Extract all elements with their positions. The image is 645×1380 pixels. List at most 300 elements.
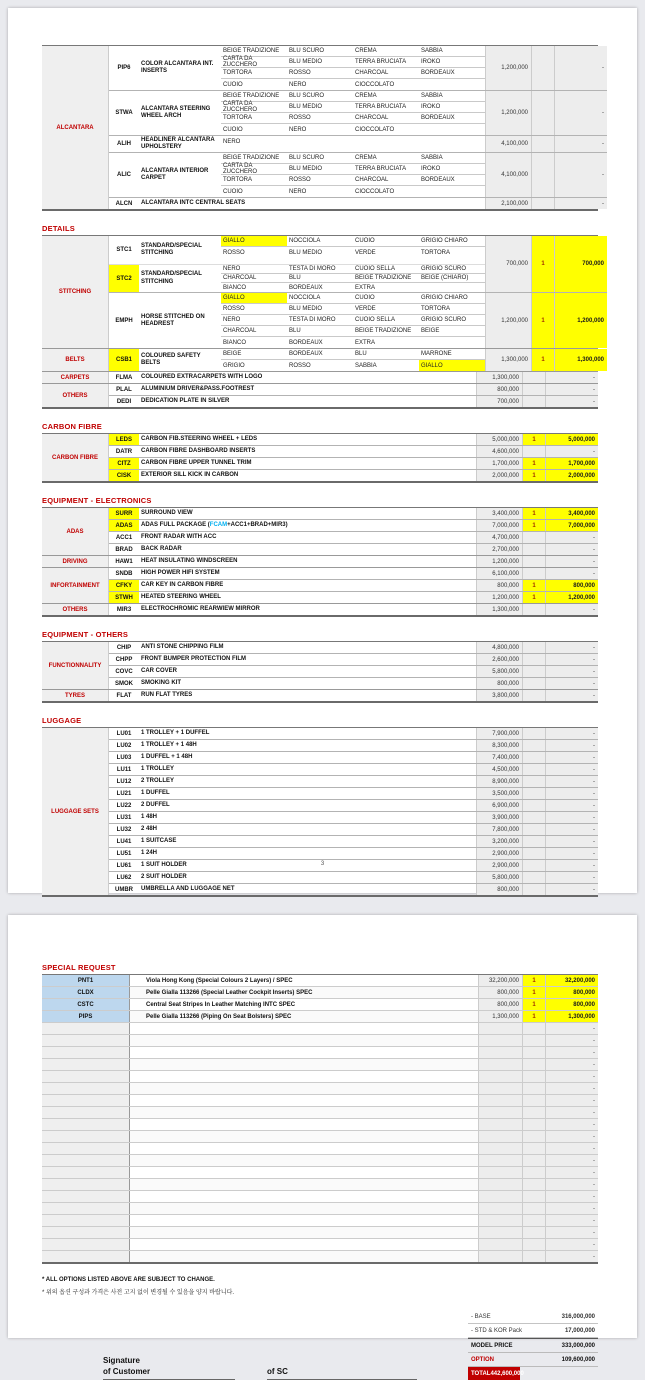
price-cell: 4,500,000 [476,764,522,775]
total-cell: - [546,1179,598,1190]
color-option: BLU SCURO [287,153,353,164]
option-desc: RUN FLAT TYRES [141,692,193,699]
color-option: TESTA DI MORO [287,265,353,274]
price-cell: 8,300,000 [476,740,522,751]
qty-cell [522,1131,546,1142]
option-block [109,654,598,666]
color-option: NERO [221,315,287,326]
total-cell: - [546,1203,598,1214]
option-desc: FRONT RADAR WITH ACC [141,534,217,541]
option-row [109,678,476,689]
qty-cell: 1 [522,458,546,469]
qty-cell [522,848,546,859]
option-row [109,812,476,823]
price-cell: 800,000 [478,987,522,998]
group-label: CARBON FIBRE [42,434,109,481]
qty-cell [522,800,546,811]
empty-desc-cell [130,1119,478,1130]
option-block [109,46,607,91]
color-option: TORTORA [221,113,287,124]
color-option: BLU SCURO [287,91,353,102]
color-option: BORDEAUX [289,339,323,346]
options-table [42,433,598,483]
empty-option-row [42,1179,598,1191]
total-cell: - [546,728,598,739]
qty-cell [522,1167,546,1178]
option-row [109,396,476,407]
empty-desc-cell [130,1167,478,1178]
option-row [109,91,485,135]
qty-cell [522,1035,546,1046]
empty-option-row [42,1143,598,1155]
price-cell: 800,000 [476,678,522,689]
option-row [109,690,476,701]
color-option: BORDEAUX [287,349,353,360]
option-code: ADAS [109,520,139,531]
empty-desc-cell [130,1143,478,1154]
option-row [109,836,476,847]
option-code: CSTC [42,999,130,1010]
option-group [42,349,604,372]
option-desc: COLOURED EXTRACARPETS WITH LOGO [141,374,263,381]
option-code: LU11 [116,766,132,773]
page-1-content [8,8,604,897]
option-desc: CAR COVER [141,668,178,675]
option-code: EMPH [115,317,133,324]
price-cell: 3,200,000 [476,836,522,847]
empty-desc-cell [130,1191,478,1202]
empty-option-row [42,1047,598,1059]
option-row [109,198,485,209]
price-cell [478,1251,522,1262]
option-code: DEDI [116,398,132,405]
color-row [221,349,485,360]
totals-value: 109,600,000 [561,1356,595,1363]
qty-cell [522,728,546,739]
option-code: DATR [115,448,133,455]
empty-desc-cell [130,1059,478,1070]
page-number: 3 [320,861,325,867]
color-option: SABBIA [419,91,485,102]
group-label: DRIVING [42,556,109,567]
qty-cell [522,568,546,579]
color-option: CARTA DA ZUCCHERO [221,102,287,113]
option-code: CSB1 [109,349,139,371]
option-desc: ELECTROCHROMIC REARWIEW MIRROR [141,606,260,613]
color-option: ROSSO [221,304,287,315]
section-title: LUGGAGE [42,716,82,726]
option-block [109,642,598,654]
qty-cell: 1 [522,580,546,591]
option-code: CHPP [115,656,133,663]
total-cell: - [546,372,598,383]
option-desc: CARBON FIB.STEERING WHEEL + LEDS [141,436,258,443]
color-option: BEIGE [419,326,485,337]
price-cell [478,1239,522,1250]
total-cell: 1,300,000 [546,1011,598,1022]
color-option [419,283,485,292]
price-cell: 800,000 [476,884,522,895]
total-cell: - [546,1083,598,1094]
option-row [109,884,476,895]
color-option: CIOCCOLATO [355,126,395,133]
price-cell [478,1227,522,1238]
price-cell: 1,300,000 [476,372,522,383]
option-desc: STANDARD/SPECIAL STITCHING [141,242,202,257]
price-cell: 800,000 [478,999,522,1010]
option-code: BRAD [115,546,133,553]
qty-cell [522,690,546,701]
color-row [221,164,485,175]
option-block [109,872,598,884]
option-desc: UMBRELLA AND LUGGAGE NET [141,886,235,893]
option-desc: CAR KEY IN CARBON FIBRE [141,582,224,589]
empty-code-cell [42,1227,130,1238]
option-desc: 1 SUITCASE [141,838,177,845]
option-block [109,153,607,198]
color-option: CUOIO [223,188,243,195]
color-option: GRIGIO SCURO [419,265,485,274]
document-page-1 [8,8,637,893]
option-row [109,153,485,197]
total-cell: - [546,1167,598,1178]
empty-desc-cell [130,1035,478,1046]
color-option: GRIGIO SCURO [419,315,485,326]
customer-signature-line [103,1356,235,1380]
qty-cell [522,396,546,407]
option-desc: CARBON FIBRE DASHBOARD INSERTS [141,448,256,455]
signature-block [103,1356,417,1380]
qty-cell [522,872,546,883]
options-table [42,727,598,897]
option-desc: HEAT INSULATING WINDSCREEN [141,558,238,565]
group-label: FUNCTIONNALITY [42,642,109,689]
option-desc: 1 DUFFEL [141,790,170,797]
color-option [419,186,485,197]
option-desc: DEDICATION PLATE IN SILVER [141,398,230,405]
option-row [109,642,476,653]
option-block [109,812,598,824]
empty-desc-cell [130,1227,478,1238]
price-cell [478,1167,522,1178]
total-cell: - [546,678,598,689]
color-option: NERO [289,126,307,133]
document-page-2 [8,915,637,1377]
option-code: PIP6 [117,65,131,71]
total-cell: - [546,1215,598,1226]
price-cell: 3,900,000 [476,812,522,823]
total-cell: - [546,556,598,567]
color-option: ROSSO [287,175,353,186]
total-cell: - [546,384,598,395]
price-cell: 1,700,000 [476,458,522,469]
total-cell: - [546,800,598,811]
qty-cell [522,1071,546,1082]
option-desc [139,520,476,531]
option-row [109,740,476,751]
empty-option-row [42,1155,598,1167]
price-cell [478,1059,522,1070]
total-cell: 800,000 [546,580,598,591]
price-cell: 1,300,000 [485,349,531,371]
color-option: BEIGE TRADIZIONE [353,326,419,337]
qty-cell [522,1119,546,1130]
option-block [109,384,598,396]
price-cell: 1,200,000 [485,293,531,348]
color-row [221,79,485,90]
option-code: STWH [109,592,139,603]
color-options [221,46,485,90]
option-code: CISK [109,470,139,481]
total-cell: - [546,872,598,883]
option-desc: Pelle Gialla 113266 (Special Leather Cockpit Inserts) SPEC [146,989,313,996]
option-block [109,604,598,615]
option-code: LEDS [109,434,139,445]
price-cell: 4,100,000 [485,136,531,152]
color-option: GRIGIO CHIARO [419,236,485,247]
option-block [109,592,598,603]
empty-code-cell [42,1239,130,1250]
price-cell: 700,000 [476,396,522,407]
option-row [109,434,476,445]
color-option: NERO [289,81,307,88]
price-cell: 3,800,000 [476,690,522,701]
group-label: TYRES [42,690,109,701]
option-group [42,434,598,481]
color-option: MARRONE [419,349,485,360]
color-row [221,283,485,292]
price-cell: 7,000,000 [476,520,522,531]
option-desc: 2 SUIT HOLDER [141,874,187,881]
price-cell: 1,300,000 [476,604,522,615]
color-row [221,304,485,315]
group-label: STITCHING [42,236,109,348]
price-cell: 800,000 [476,580,522,591]
qty-cell [522,740,546,751]
empty-desc-cell [130,1083,478,1094]
option-row [109,654,476,665]
option-code: CLDX [42,987,130,998]
color-row [221,113,485,124]
group-label: ADAS [42,508,109,555]
empty-code-cell [42,1107,130,1118]
price-cell: 2,100,000 [485,198,531,209]
qty-cell [522,1155,546,1166]
option-block [109,508,598,520]
price-cell [478,1191,522,1202]
total-cell: - [546,1071,598,1082]
qty-cell [522,678,546,689]
option-group [42,604,598,615]
linked-option-code: FCAM [209,522,228,529]
group-label: OTHERS [42,604,109,615]
option-code: ALIC [117,172,131,179]
option-block [109,678,598,689]
price-cell: 1,200,000 [485,46,531,90]
color-option: CHARCOAL [221,274,287,283]
empty-code-cell [42,1251,130,1262]
option-desc: 2 TROLLEY [141,778,175,785]
special-request-row [42,1011,598,1023]
color-option [353,136,419,147]
color-row [221,68,485,79]
qty-cell: 1 [531,236,555,292]
option-block [109,666,598,678]
total-cell: - [546,824,598,835]
color-option [419,124,485,135]
total-cell: - [546,764,598,775]
color-option: CARTA DA ZUCCHERO [221,57,287,68]
option-block [109,446,598,458]
color-option: CUOIO SELLA [353,265,419,274]
color-option: ROSSO [287,68,353,79]
group-label: INFORTAINMENT [42,568,109,603]
group-label: OTHERS [42,384,109,407]
empty-code-cell [42,1203,130,1214]
section-luggage [42,716,598,897]
option-desc: Viola Hong Kong (Special Colours 2 Layers) / SPEC [146,977,293,984]
price-cell [478,1179,522,1190]
option-desc: Central Seat Stripes In Leather Matching INTC SPEC [146,1001,296,1008]
color-option: CREMA [353,153,419,164]
qty-cell [522,776,546,787]
price-cell: 1,200,000 [485,91,531,135]
color-option: BORDEAUX [289,284,323,291]
color-option: ROSSO [223,249,245,256]
option-block [109,568,598,580]
color-option: CHARCOAL [221,326,287,337]
option-code: STC1 [116,247,132,254]
totals-value: 442,600,000 [490,1370,524,1377]
option-code: LU31 [116,814,132,821]
option-code: ACC1 [115,534,133,541]
color-option: TORTORA [221,175,287,186]
price-cell: 6,900,000 [476,800,522,811]
of-sc-label: of SC [267,1367,288,1377]
color-option: TERRA BRUCIATA [353,57,419,68]
totals-label: MODEL PRICE [471,1342,513,1349]
qty-cell [522,752,546,763]
special-request-row [42,999,598,1011]
qty-cell: 1 [522,520,546,531]
totals-value: 17,000,000 [564,1327,595,1334]
section-title: EQUIPMENT - ELECTRONICS [42,496,152,506]
price-cell: 2,900,000 [476,848,522,859]
group-label: CARPETS [42,372,109,383]
totals-value: 333,000,000 [561,1342,595,1349]
option-block [109,556,598,567]
color-option: GIALLO [419,360,485,371]
option-desc: HEATED STEERING WHEEL [141,594,221,601]
color-option [419,337,485,348]
option-row [109,776,476,787]
color-option: BLU MEDIO [289,249,323,256]
color-options [221,349,485,371]
option-code: SNDB [115,570,133,577]
option-code: STWA [115,110,133,116]
price-cell: 700,000 [485,236,531,292]
option-row [109,800,476,811]
color-row [221,247,485,258]
option-row [109,136,485,152]
option-block [109,752,598,764]
color-option: NERO [221,265,287,274]
qty-cell [522,1095,546,1106]
totals-value: 316,000,000 [561,1313,595,1320]
qty-cell [522,1239,546,1250]
option-row [109,788,476,799]
option-code: LU32 [116,826,132,833]
option-group [42,568,598,604]
qty-cell [522,556,546,567]
option-row [109,446,476,457]
qty-cell [522,1179,546,1190]
price-cell: 8,900,000 [476,776,522,787]
group-label: LUGGAGE SETS [42,728,109,895]
empty-desc-cell [130,1215,478,1226]
signature-label: Signature [103,1356,140,1366]
color-option: CHARCOAL [353,68,419,79]
totals-row-sub [468,1324,598,1338]
total-cell: 3,400,000 [546,508,598,519]
option-group [42,642,598,690]
color-option: TERRA BRUCIATA [353,102,419,113]
empty-desc-cell [130,1071,478,1082]
option-desc: CARBON FIBRE UPPER TUNNEL TRIM [141,460,252,467]
qty-cell [522,654,546,665]
option-code: PLAL [116,386,132,393]
qty-cell [522,1215,546,1226]
option-desc: 1 TROLLEY + 1 48H [141,742,197,749]
option-desc: 1 48H [141,814,158,821]
qty-cell [522,788,546,799]
option-row [109,349,485,371]
color-option: CIOCCOLATO [355,188,395,195]
total-cell: - [546,788,598,799]
color-option: CREMA [353,91,419,102]
color-option: BEIGE TRADIZIONE [221,91,287,102]
color-row [221,57,485,68]
option-row [109,46,485,90]
color-option: EXTRA [355,284,376,291]
option-desc: STANDARD/SPECIAL STITCHING [141,271,202,285]
total-cell: - [546,690,598,701]
total-cell: - [546,1251,598,1262]
option-row [109,604,476,615]
empty-desc-cell [130,1131,478,1142]
option-row [109,568,476,579]
total-cell: - [546,568,598,579]
price-cell: 7,900,000 [476,728,522,739]
total-cell: - [546,776,598,787]
qty-cell [522,1227,546,1238]
empty-desc-cell [130,1239,478,1250]
option-desc: 1 TROLLEY [141,766,175,773]
color-option: BLU MEDIO [287,57,353,68]
color-option: TORTORA [419,304,485,315]
option-desc: HIGH POWER HIFI SYSTEM [141,570,220,577]
color-option: IROKO [419,57,485,68]
option-desc: ALUMINIUM DRIVER&PASS.FOOTREST [141,386,255,393]
qty-cell [531,198,555,209]
special-request-row [42,987,598,999]
totals-label: TOTAL [471,1370,491,1377]
option-block [109,800,598,812]
qty-cell: 1 [522,999,546,1010]
price-cell [478,1131,522,1142]
option-row [109,532,476,543]
option-block [109,580,598,592]
